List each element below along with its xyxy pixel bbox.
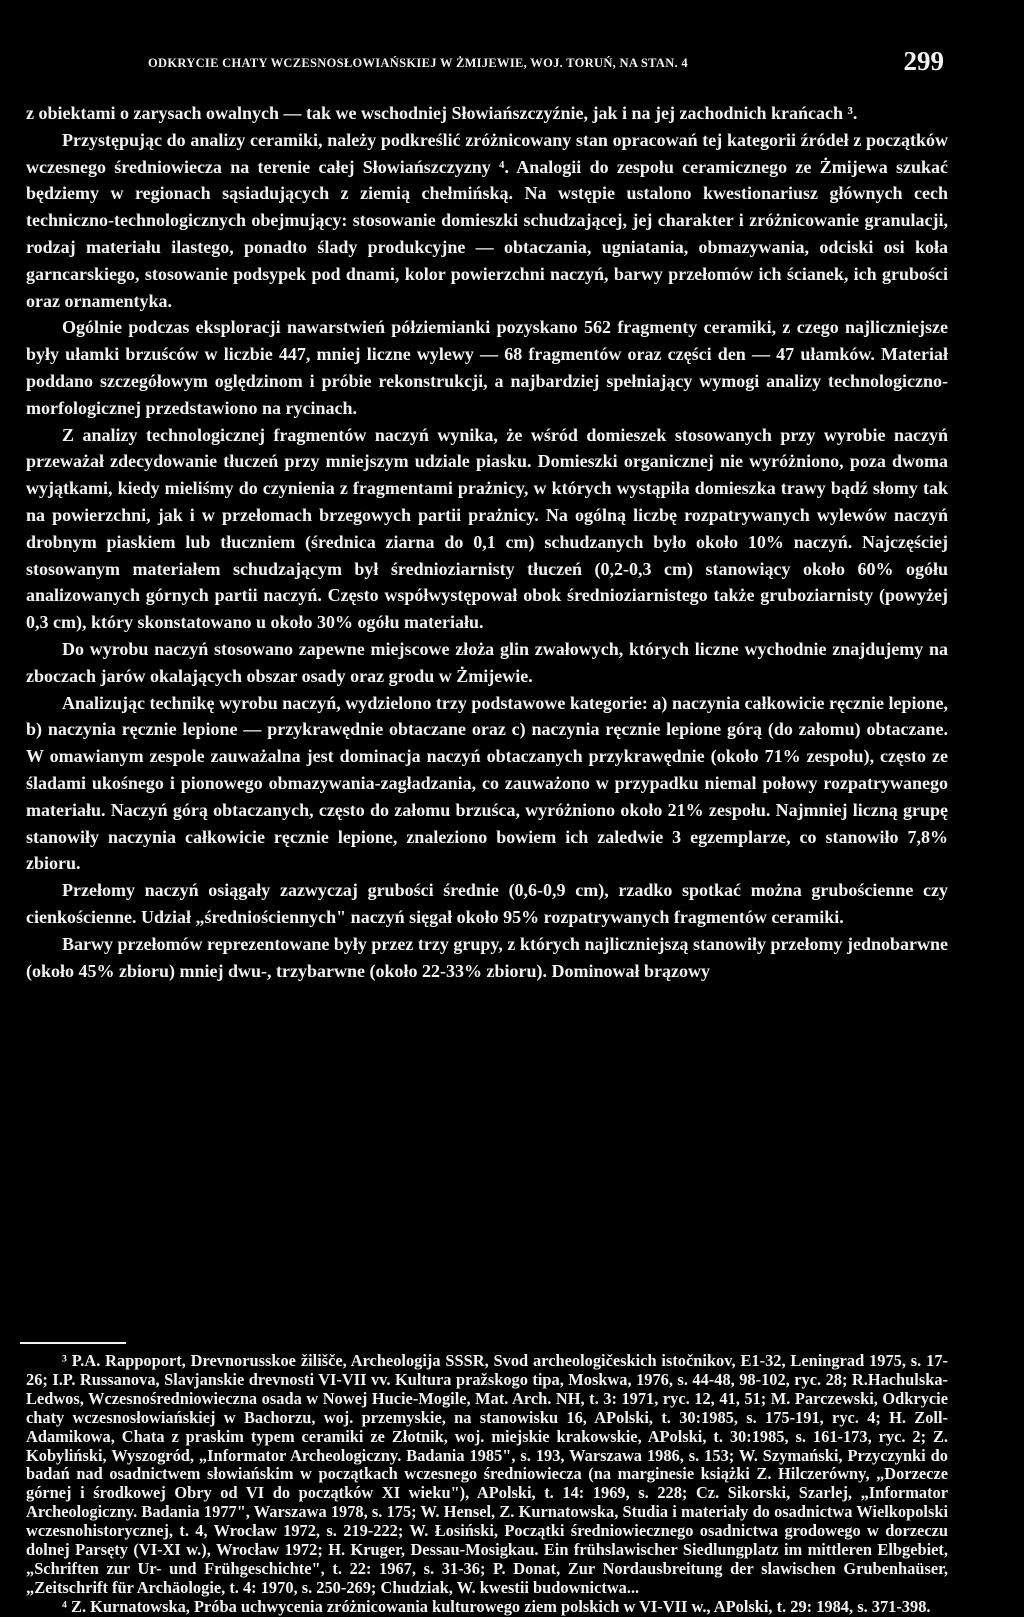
running-head: ODKRYCIE CHATY WCZESNOSŁOWIAŃSKIEJ W ŻMIJEWIE, WOJ. TORUŃ, NA STAN. 4 [148,56,688,70]
paragraph: Przełomy naczyń osiągały zazwyczaj grubości średnie (0,6-0,9 cm), rzadko spotkać można grubościenne czy cienkościenne. Udział „średniościennych" naczyń sięgał około 95% rozpatrywanych fragmentów ceramiki. [26,880,948,927]
paragraph: Analizując technikę wyrobu naczyń, wydzielono trzy podstawowe kategorie: a) naczynia całkowicie ręcznie lepione, b) naczynia ręcznie lepione — przykrawędnie obtaczane oraz c) naczynia ręcznie lepione górą (do załomu) obtaczane. W omawianym zespole zauważalna jest dominacja naczyń obtaczanych przykrawędnie (około 71% zespołu), często ze śladami ukośnego i pionowego obmazywania-zagładzania, co zauważono w przypadku niemal połowy rozpatrywanego materiału. Naczyń górą obtaczanych, często do załomu brzuśca, wyróżniono około 21% zespołu. Najmniej liczną grupę stanowiły naczynia całkowicie ręcznie lepione, znaleziono bowiem ich zaledwie 3 egzemplarze, co stanowiło 7,8% zbioru. [26,692,948,874]
paragraph: Do wyrobu naczyń stosowano zapewne miejscowe złoża glin zwałowych, których liczne wychodnie znajdujemy na zboczach jarów okalających obszar osady oraz grodu w Żmijewie. [26,638,948,686]
paragraph: z obiektami o zarysach owalnych — tak we wschodniej Słowiańszczyźnie, jak i na jej zachodnich krańcach ³. [26,103,858,123]
footnote: ³ P.A. Rappoport, Drevnorusskoe žilišče, Archeologija SSSR, Svod archeologičeskich istočnikov, E1-32, Leningrad 1975, s. 17-26; I.P. Russanova, Slavjanskie drevnosti VI-VII vv. Kultura pražskogo tipa, Moskwa, 1976, s. 44-48, 98-102, ryc. 28; R.Hachulska-Ledwos, Wczesnośredniowieczna osada w Nowej Hucie-Mogile, Mat. Arch. NH, t. 3: 1971, ryc. 12, 41, 51; M. Parczewski, Odkrycie chaty wczesnosłowiańskiej w Bachorzu, woj. przemyskie, na stanowisku 16, APolski, t. 30:1985, s. 175-191, ryc. 4; H. Zoll-Adamikowa, Chata z praskim typem ceramiki ze Złotnik, woj. miejskie krakowskie, APolski, t. 30:1985, s. 161-173, ryc. 2; Z. Kobyliński, Wyszogród, „Informator Archeologiczny. Badania 1985", s. 193, Warszawa 1986, s. 153; W. Szymański, Przyczynki do badań nad osadnictwem słowiańskim w początkach wczesnego średniowiecza (na marginesie książki Z. Hilczerówny, „Dorzecze górnej i środkowej Obry od VI do początków XI wieku"), APolski, t. 14: 1969, s. 228; Cz. Sikorski, Szarlej, „Informator Archeologiczny. Badania 1977", Warszawa 1978, s. 175; W. Hensel, Z. Kurnatowska, Studia i materiały do osadnictwa Wielkopolski wczesnohistorycznej, t. 4, Wrocław 1972, s. 219-222; W. Łosiński, Początki średniowiecznego osadnictwa grodowego w dorzeczu dolnej Parsęty (VI-XI w.), Wrocław 1972; H. Kruger, Dessau-Mosigkau. Ein frühslawischer Siedlungplatz im mittleren Elbgebiet, „Schriften zur Ur- und Frühgeschichte", t. 22: 1967, s. 31-36; P. Donat, Zur Nordausbreitung der slawischen Grubenhaüser, „Zeitschrift für Archäologie, t. 4: 1970, s. 250-269; Chudziak, W. kwestii budownictwa... [26,1351,948,1597]
paragraph: Ogólnie podczas eksploracji nawarstwień półziemianki pozyskano 562 fragmenty ceramiki, z czego najliczniejsze były ułamki brzuśców w liczbie 447, mniej liczne wylewy — 68 fragmentów oraz części den — 47 ułamków. Materiał poddano szczegółowym oględzinom i próbie rekonstrukcji, a najbardziej spełniający wymogi analizy technologiczno-morfologicznej przedstawiono na rycinach. [26,317,948,418]
paragraph: Z analizy technologicznej fragmentów naczyń wynika, że wśród domieszek stosowanych przy wyrobie naczyń przeważał zdecydowanie tłuczeń przy mniejszym udziale piasku. Domieszki organicznej nie wyróżniono, poza dwoma wyjątkami, kiedy mieliśmy do czynienia z fragmentami prażnicy, w których wystąpiła domieszka trawy bądź słomy tak na powierzchni, jak i w przełomach brzegowych partii prażnicy. Na ogólną liczbę rozpatrywanych wylewów naczyń drobnym piaskiem lub tłuczniem (średnica ziarna do 0,1 cm) schudzanych było około 10% naczyń. Najczęściej stosowanym materiałem schudzającym był średnioziarnisty tłuczeń (0,2-0,3 cm) stanowiący około 60% ogółu analizowanych górnych partii naczyń. Często współwystępował obok średnioziarnistego także gruboziarnisty (powyżej 0,3 cm), który skonstatowano u około 30% ogółu materiału. [26,424,948,633]
page-number: 299 [903,46,944,76]
paragraph: Przystępując do analizy ceramiki, należy podkreślić zróżnicowany stan opracowań tej kategorii źródeł z początków wczesnego średniowiecza na terenie całej Słowiańszczyzny ⁴. Analogii do zespołu ceramicznego ze Żmijewa szukać będziemy w regionach sąsiadujących z ziemią chełmińską. Na wstępie ustalono kwestionariusz głównych cech techniczno-technologicznych obejmujący: stosowanie domieszki schudzającej, jej charakter i zróżnicowanie granulacji, rodzaj materiału ilastego, ponadto ślady produkcyjne — obtaczania, ugniatania, obmazywania, odciski osi koła garncarskiego, stosowanie podsypek pod dnami, kolor powierzchni naczyń, barwy przełomów ich ścianek, ich grubości oraz ornamentyka. [26,129,948,311]
body-text [26,100,948,984]
footnote-rule [20,1342,126,1344]
footnote: ⁴ Z. Kurnatowska, Próba uchwycenia zróżnicowania kulturowego ziem polskich w VI-VII w., APolski, t. 29: 1984, s. 371-398. [62,1596,931,1616]
paragraph: Barwy przełomów reprezentowane były przez trzy grupy, z których najliczniejszą stanowiły przełomy jednobarwne (około 45% zbioru) mniej dwu-, trzybarwne (około 22-33% zbioru). Dominował brązowy [26,933,948,981]
page-header [148,46,944,80]
footnotes [26,1352,948,1617]
